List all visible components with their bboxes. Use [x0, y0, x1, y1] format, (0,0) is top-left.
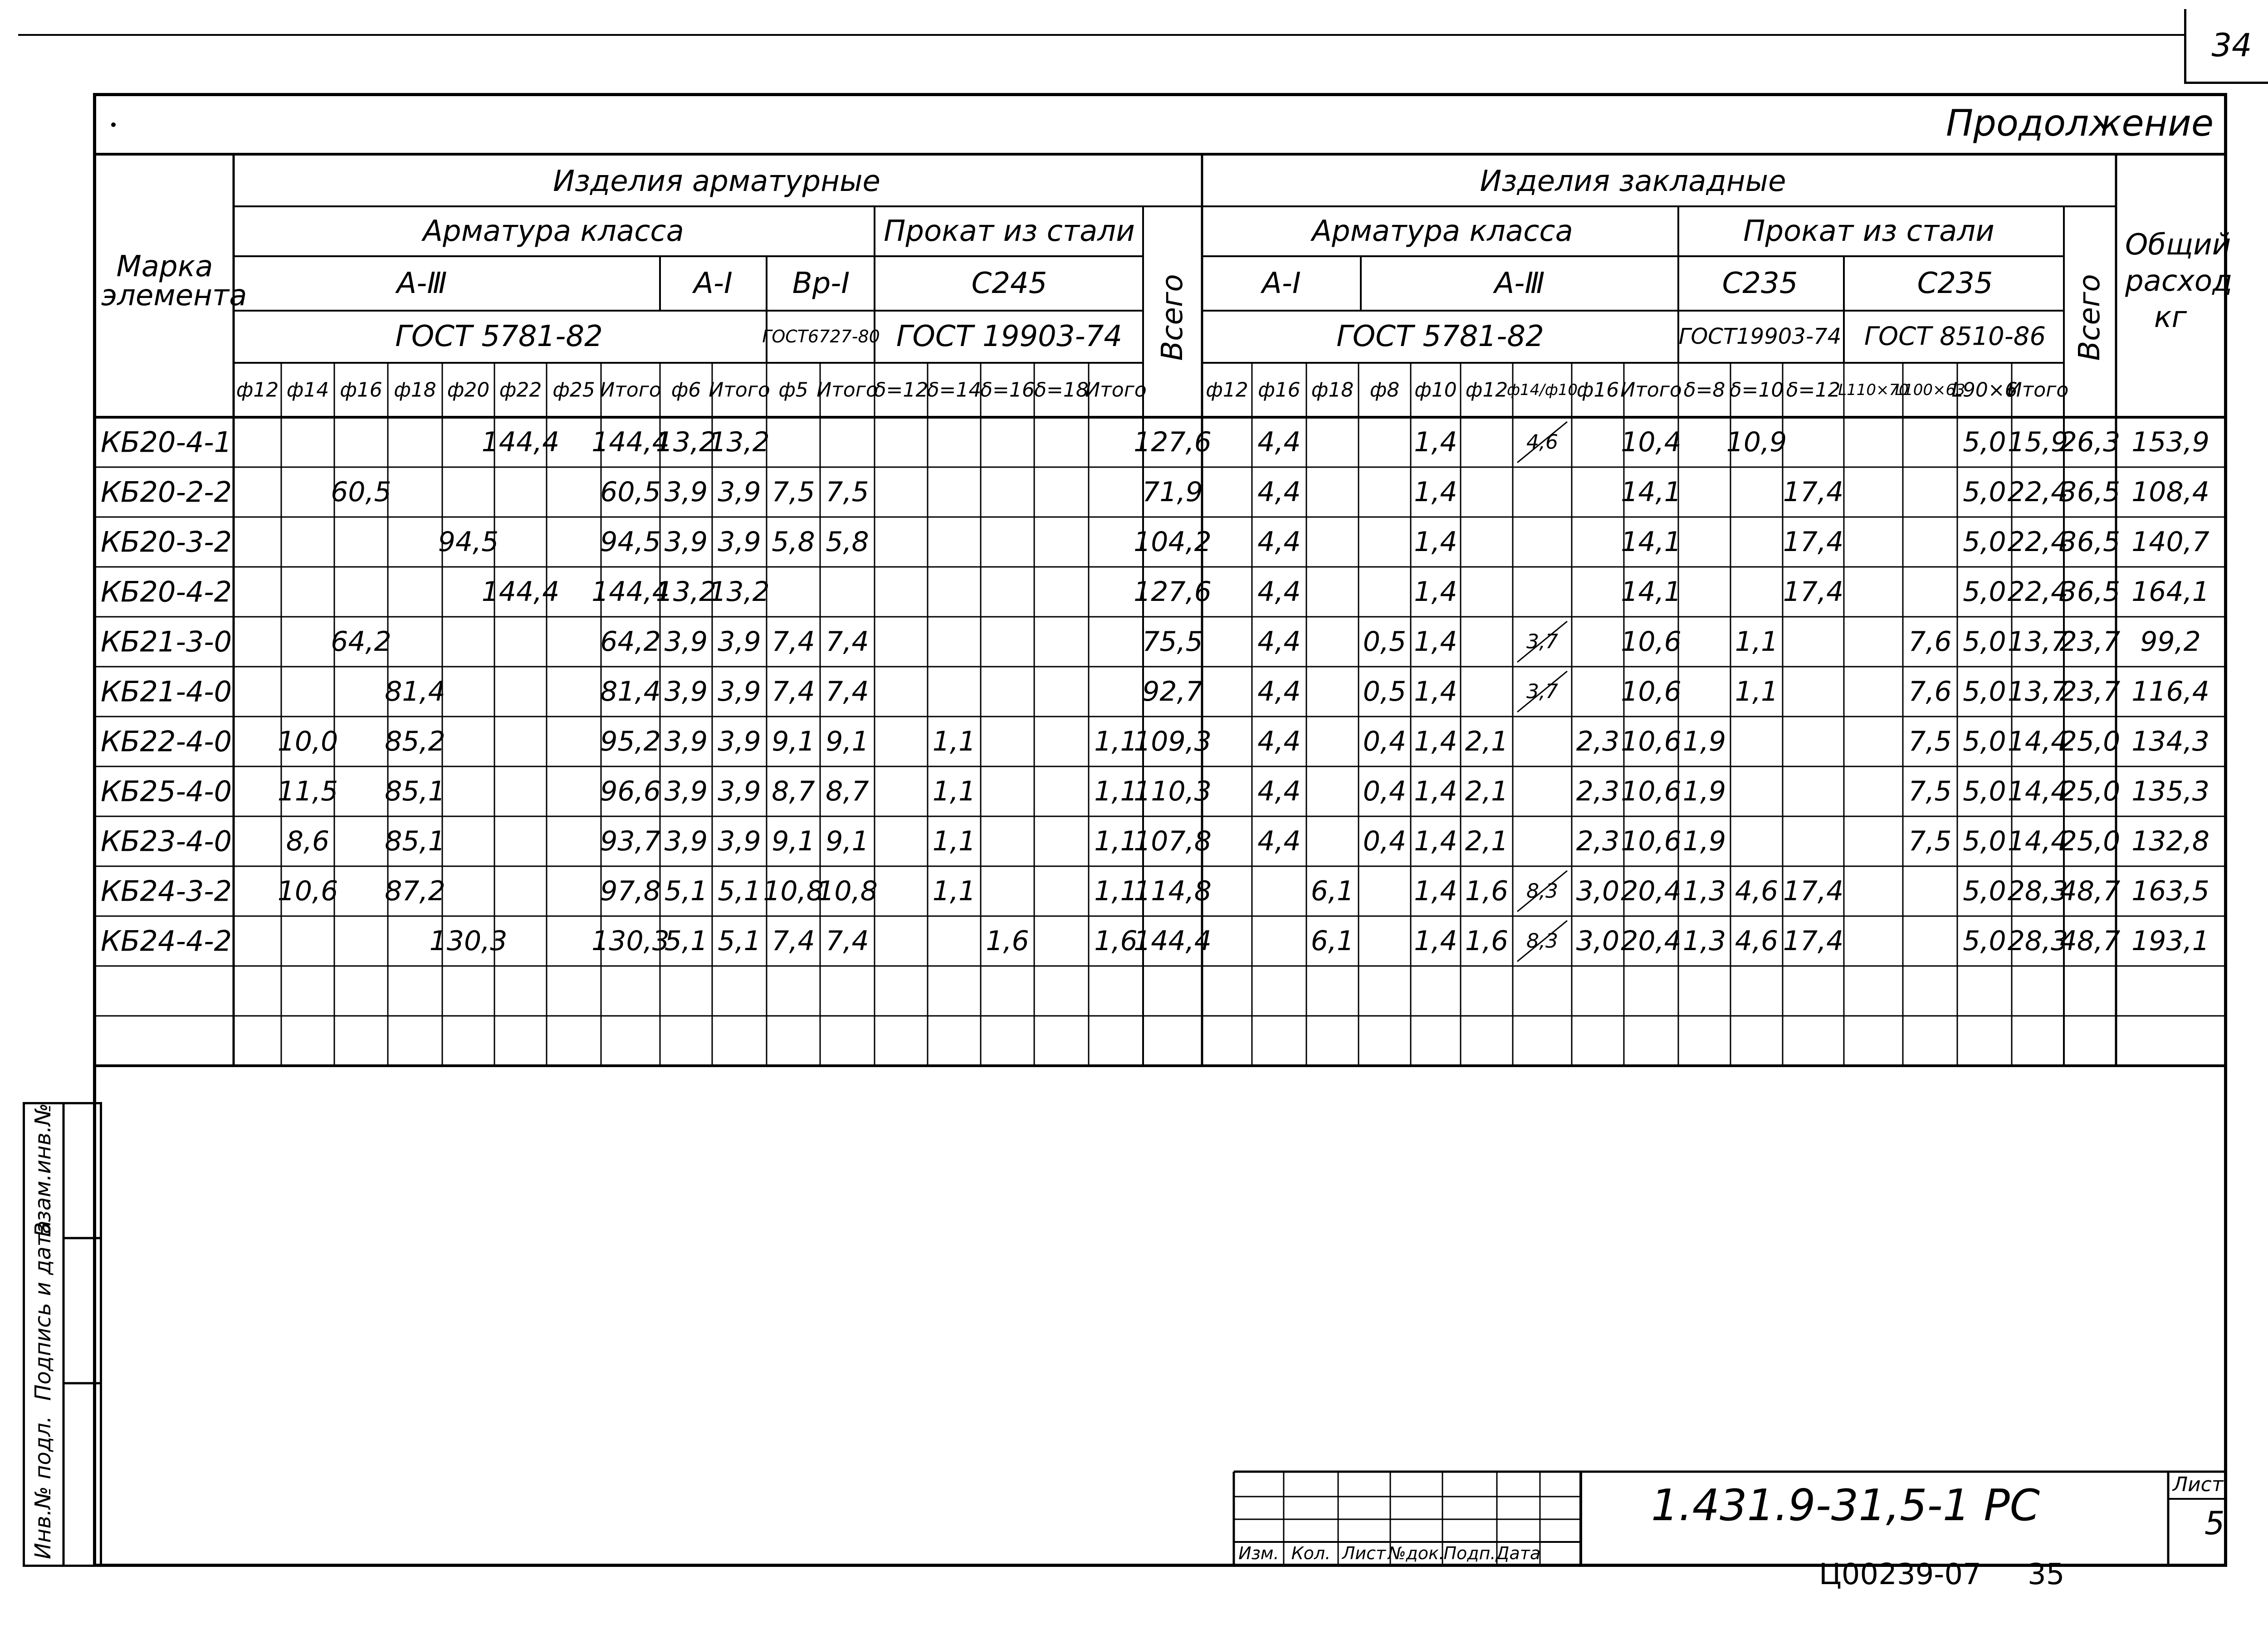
row-mark: КБ20-2-2: [101, 475, 232, 509]
table-cell: 14,4: [2007, 726, 2068, 757]
table-cell: 85,1: [385, 825, 445, 857]
subcol-header: ф18: [1311, 378, 1354, 402]
table-cell: 71,9: [1142, 476, 1203, 508]
header-total-left: Всего: [1156, 274, 1189, 361]
table-cell: 25,0: [2059, 776, 2121, 807]
table-cell: 4,4: [1257, 825, 1301, 857]
table-cell: 7,4: [826, 925, 869, 957]
table-cell: 20,4: [1621, 925, 1681, 957]
header-gost-8510: ГОСТ 8510-86: [1864, 322, 2046, 351]
subcol-header: ф10: [1414, 378, 1457, 402]
table-cell: 10,9: [1726, 426, 1787, 458]
table-cell: 4,4: [1257, 726, 1301, 757]
table-cell: 1,4: [1414, 676, 1457, 707]
continuation-label: Продолжение: [1946, 102, 2214, 144]
header-rebar-class-right: Арматура класса: [1312, 215, 1573, 248]
sheet-label: Лист: [2173, 1473, 2224, 1496]
tb-label-kol: Кол.: [1291, 1543, 1331, 1563]
header-a3-right: А-Ⅲ: [1494, 267, 1545, 300]
table-cell: 1,3: [1682, 925, 1726, 957]
table-cell: 11,5: [277, 776, 338, 807]
table-cell: 10,0: [277, 726, 338, 757]
header-rebar-class-left: Арматура класса: [423, 215, 684, 248]
header-total-right: Всего: [2073, 274, 2107, 361]
table-cell: 23,7: [2059, 676, 2121, 707]
table-cell: 10,6: [1621, 626, 1681, 658]
table-cell: 114,8: [1134, 875, 1212, 907]
table-cell: 2,3: [1576, 776, 1620, 807]
table-cell: 3,9: [718, 526, 761, 558]
table-cell: 87,2: [385, 875, 445, 907]
header-embedded-products: Изделия закладные: [1480, 165, 1786, 198]
table-cell: 1,1: [1094, 825, 1138, 857]
table-cell: 4,4: [1257, 576, 1301, 608]
table-cell: 3,9: [718, 676, 761, 707]
subcol-header: ф6: [671, 378, 701, 402]
table-cell: 0,5: [1363, 676, 1407, 707]
header-gost-5781-left: ГОСТ 5781-82: [395, 320, 603, 353]
table-cell: 1,4: [1414, 526, 1457, 558]
table-cell: 85,1: [385, 776, 445, 807]
table-cell: 28,3: [2007, 925, 2068, 957]
table-cell: 5,8: [772, 526, 815, 558]
subcol-header: Итого: [600, 378, 661, 402]
table-cell: 7,5: [1908, 726, 1952, 757]
table-cell: 7,5: [1908, 825, 1952, 857]
table-cell: 2,1: [1465, 776, 1509, 807]
table-cell: 17,4: [1783, 526, 1844, 558]
side-label-replace: Взам.инв.№: [30, 1103, 56, 1237]
table-cell: 1,6: [1465, 875, 1509, 907]
side-label-sign: Подпись и дата: [30, 1220, 56, 1401]
subcol-header: L90×6: [1951, 378, 2018, 402]
table-cell: 5,0: [1963, 576, 2006, 608]
header-mark: Марка элемента: [101, 250, 247, 312]
row-mark: КБ20-4-2: [101, 575, 232, 609]
table-cell: 36,5: [2059, 576, 2121, 608]
header-gost-5781-right: ГОСТ 5781-82: [1336, 320, 1544, 353]
table-cell: 17,4: [1783, 875, 1844, 907]
table-cell: 4,6: [1735, 875, 1779, 907]
row-mark: КБ23-4-0: [101, 824, 232, 858]
table-cell: 13,2: [655, 576, 717, 608]
table-cell: 3,9: [664, 825, 708, 857]
subcol-header: δ=12: [874, 378, 929, 402]
page-number: 34: [2184, 9, 2268, 84]
table-cell: 5,0: [1963, 825, 2006, 857]
table-cell: 164,1: [2131, 576, 2209, 608]
table-cell: 25,0: [2059, 726, 2121, 757]
table-cell: 132,8: [2131, 825, 2209, 857]
table-cell: 8,6: [286, 825, 330, 857]
subcol-header: ф12: [1206, 378, 1248, 402]
table-cell: 8,3: [1526, 929, 1558, 953]
table-cell: 127,6: [1134, 576, 1212, 608]
table-cell: 4,4: [1257, 526, 1301, 558]
subcol-header: ф22: [499, 378, 542, 402]
table-cell: 9,1: [772, 726, 815, 757]
table-cell: 7,5: [826, 476, 869, 508]
tb-label-list: Лист: [1342, 1543, 1386, 1563]
subcol-header: δ=16: [980, 378, 1035, 402]
header-gost-19903-left: ГОСТ 19903-74: [896, 320, 1123, 353]
table-cell: 14,4: [2007, 825, 2068, 857]
table-cell: 48,7: [2059, 875, 2121, 907]
table-cell: 10,6: [1621, 676, 1681, 707]
table-cell: 1,4: [1414, 476, 1457, 508]
table-cell: 0,4: [1363, 776, 1407, 807]
table-cell: 110,3: [1134, 776, 1212, 807]
table-cell: 140,7: [2131, 526, 2209, 558]
table-cell: 8,3: [1526, 879, 1558, 903]
table-cell: 13,2: [709, 426, 770, 458]
table-cell: 7,6: [1908, 676, 1952, 707]
row-mark: КБ21-4-0: [101, 675, 232, 708]
subcol-header: ф8: [1369, 378, 1400, 402]
table-cell: 75,5: [1142, 626, 1203, 658]
subcol-header: Итого: [816, 378, 878, 402]
table-cell: 1,1: [932, 875, 976, 907]
table-cell: 5,0: [1963, 676, 2006, 707]
table-cell: 28,3: [2007, 875, 2068, 907]
table-cell: 8,7: [826, 776, 869, 807]
table-cell: 5,0: [1963, 875, 2006, 907]
table-cell: 7,4: [826, 626, 869, 658]
table-cell: 10,8: [763, 875, 824, 907]
row-mark: КБ20-3-2: [101, 525, 232, 559]
header-gost-6727: ГОСТ6727-80: [762, 327, 880, 346]
table-cell: 17,4: [1783, 925, 1844, 957]
subcol-header: L110×70: [1838, 381, 1909, 399]
subcol-header: Итого: [709, 378, 770, 402]
table-cell: 1,6: [986, 925, 1029, 957]
table-cell: 4,4: [1257, 426, 1301, 458]
table-cell: 17,4: [1783, 576, 1844, 608]
archive-page: 35: [2028, 1558, 2065, 1591]
table-cell: 10,6: [277, 875, 338, 907]
table-cell: 95,2: [600, 726, 661, 757]
table-cell: 3,9: [664, 676, 708, 707]
row-mark: КБ22-4-0: [101, 725, 232, 758]
table-cell: 1,4: [1414, 626, 1457, 658]
table-cell: 9,1: [826, 825, 869, 857]
table-cell: 26,3: [2059, 426, 2121, 458]
table-cell: 5,1: [718, 875, 761, 907]
table-cell: 10,6: [1621, 776, 1681, 807]
table-cell: 144,4: [1134, 925, 1212, 957]
table-cell: 1,1: [1735, 626, 1779, 658]
table-cell: 10,6: [1621, 825, 1681, 857]
table-cell: 60,5: [600, 476, 661, 508]
table-cell: 1,9: [1682, 825, 1726, 857]
table-cell: 1,1: [1094, 875, 1138, 907]
table-cell: 1,6: [1094, 925, 1138, 957]
table-cell: 14,1: [1621, 526, 1681, 558]
table-cell: 23,7: [2059, 626, 2121, 658]
header-gost-19903-right: ГОСТ19903-74: [1678, 324, 1842, 349]
table-cell: 7,4: [772, 626, 815, 658]
table-cell: 1,9: [1682, 726, 1726, 757]
header-c235-a: С235: [1722, 267, 1798, 300]
table-cell: 92,7: [1142, 676, 1203, 707]
row-mark: КБ21-3-0: [101, 625, 232, 658]
table-cell: 7,4: [772, 925, 815, 957]
subcol-header: Итого: [2007, 378, 2069, 402]
table-cell: 99,2: [2140, 626, 2201, 658]
subcol-header: L100×63: [1895, 381, 1965, 399]
table-cell: 3,9: [718, 825, 761, 857]
subcol-header: ф18: [394, 378, 436, 402]
header-reinf-products: Изделия арматурные: [553, 165, 880, 198]
header-rolled-left: Прокат из стали: [884, 215, 1135, 248]
table-cell: 22,4: [2007, 576, 2068, 608]
table-cell: 48,7: [2059, 925, 2121, 957]
table-cell: 81,4: [385, 676, 445, 707]
table-cell: 5,1: [664, 925, 708, 957]
table-cell: 5,1: [664, 875, 708, 907]
subcol-header: ф16: [1258, 378, 1300, 402]
subcol-header: δ=8: [1683, 378, 1725, 402]
table-cell: 4,4: [1257, 676, 1301, 707]
table-cell: 6,1: [1310, 925, 1354, 957]
table-cell: 13,2: [655, 426, 717, 458]
table-cell: 13,7: [2007, 676, 2068, 707]
table-cell: 6,1: [1310, 875, 1354, 907]
row-mark: КБ25-4-0: [101, 775, 232, 808]
subcol-header: ф12: [236, 378, 279, 402]
subcol-header: ф25: [552, 378, 595, 402]
table-cell: 10,8: [817, 875, 878, 907]
table-cell: 17,4: [1783, 476, 1844, 508]
table-cell: 8,7: [772, 776, 815, 807]
table-cell: 5,0: [1963, 925, 2006, 957]
subcol-header: δ=18: [1034, 378, 1089, 402]
table-cell: 3,9: [718, 776, 761, 807]
table-cell: 3,7: [1526, 630, 1558, 654]
header-rolled-right: Прокат из стали: [1743, 215, 1994, 248]
table-cell: 3,7: [1526, 680, 1558, 703]
subcol-header: ф16: [340, 378, 382, 402]
table-cell: 0,4: [1363, 825, 1407, 857]
table-cell: 127,6: [1134, 426, 1212, 458]
table-cell: 7,5: [1908, 776, 1952, 807]
table-cell: 3,9: [718, 726, 761, 757]
side-label-inv: Инв.№ подл.: [30, 1416, 56, 1559]
table-cell: 64,2: [600, 626, 661, 658]
table-cell: 13,2: [709, 576, 770, 608]
table-cell: 5,0: [1963, 776, 2006, 807]
subcol-header: δ=14: [927, 378, 982, 402]
table-cell: 163,5: [2131, 875, 2209, 907]
table-cell: 14,1: [1621, 576, 1681, 608]
subcol-header: δ=10: [1729, 378, 1784, 402]
table-cell: 1,1: [1735, 676, 1779, 707]
table-cell: 2,1: [1465, 726, 1509, 757]
table-cell: 3,0: [1576, 925, 1620, 957]
table-cell: 5,0: [1963, 476, 2006, 508]
table-cell: 1,4: [1414, 576, 1457, 608]
table-cell: 3,9: [718, 476, 761, 508]
table-cell: 144,4: [481, 576, 560, 608]
table-cell: 22,4: [2007, 526, 2068, 558]
table-cell: 3,9: [664, 776, 708, 807]
table-cell: 144,4: [591, 576, 670, 608]
table-cell: 94,5: [438, 526, 499, 558]
table-cell: 2,3: [1576, 825, 1620, 857]
table-cell: 7,5: [772, 476, 815, 508]
table-cell: 3,9: [664, 726, 708, 757]
table-cell: 14,4: [2007, 776, 2068, 807]
table-cell: 20,4: [1621, 875, 1681, 907]
table-cell: 9,1: [772, 825, 815, 857]
table-cell: 0,4: [1363, 726, 1407, 757]
table-cell: 4,4: [1257, 776, 1301, 807]
header-c235-b: С235: [1917, 267, 1993, 300]
table-cell: 1,1: [932, 726, 976, 757]
tb-label-date: Дата: [1496, 1543, 1541, 1563]
table-cell: 1,4: [1414, 875, 1457, 907]
table-cell: 3,9: [664, 476, 708, 508]
table-cell: 1,4: [1414, 825, 1457, 857]
subcol-header: ф14: [286, 378, 329, 402]
table-cell: 1,4: [1414, 776, 1457, 807]
header-a3: А-Ⅲ: [396, 267, 447, 300]
table-cell: 3,9: [664, 526, 708, 558]
table-cell: 93,7: [600, 825, 661, 857]
table-cell: 9,1: [826, 726, 869, 757]
table-cell: 5,0: [1963, 726, 2006, 757]
table-cell: 153,9: [2131, 426, 2209, 458]
table-cell: 36,5: [2059, 476, 2121, 508]
table-cell: 15,9: [2007, 426, 2068, 458]
table-cell: 96,6: [600, 776, 661, 807]
table-cell: 130,3: [429, 925, 508, 957]
table-cell: 5,0: [1963, 426, 2006, 458]
table-cell: 64,2: [331, 626, 391, 658]
subcol-header: Итого: [1085, 378, 1147, 402]
table-cell: 3,9: [664, 626, 708, 658]
table-cell: 107,8: [1134, 825, 1212, 857]
header-bp1: Вр-Ⅰ: [792, 267, 850, 300]
table-cell: 5,1: [718, 925, 761, 957]
table-cell: 1,6: [1465, 925, 1509, 957]
table-cell: 135,3: [2131, 776, 2209, 807]
table-cell: 36,5: [2059, 526, 2121, 558]
table-cell: 2,3: [1576, 726, 1620, 757]
table-cell: 25,0: [2059, 825, 2121, 857]
table-cell: 3,9: [718, 626, 761, 658]
table-cell: 4,4: [1257, 476, 1301, 508]
table-cell: 5,0: [1963, 526, 2006, 558]
table-cell: 7,4: [826, 676, 869, 707]
table-cell: 60,5: [331, 476, 391, 508]
table-cell: 3,0: [1576, 875, 1620, 907]
table-cell: 7,6: [1908, 626, 1952, 658]
table-cell: 130,3: [591, 925, 670, 957]
table-cell: 144,4: [481, 426, 560, 458]
table-cell: 1,4: [1414, 925, 1457, 957]
table-cell: 10,4: [1621, 426, 1681, 458]
table-cell: 1,4: [1414, 726, 1457, 757]
sheet-number: 5: [2204, 1505, 2225, 1542]
tb-label-izm: Изм.: [1238, 1543, 1279, 1563]
table-cell: 22,4: [2007, 476, 2068, 508]
table-cell: 13,7: [2007, 626, 2068, 658]
table-cell: 193,1: [2131, 925, 2209, 957]
table-cell: 0,5: [1363, 626, 1407, 658]
table-cell: 1,3: [1682, 875, 1726, 907]
table-cell: 94,5: [600, 526, 661, 558]
subcol-header: ф16: [1576, 378, 1619, 402]
table-cell: 14,1: [1621, 476, 1681, 508]
table-cell: 2,1: [1465, 825, 1509, 857]
table-cell: 1,9: [1682, 776, 1726, 807]
subcol-header: δ=12: [1786, 378, 1841, 402]
table-cell: 5,8: [826, 526, 869, 558]
table-cell: 1,1: [1094, 726, 1138, 757]
table-cell: 1,1: [1094, 776, 1138, 807]
table-cell: 134,3: [2131, 726, 2209, 757]
tb-label-ndok: №док.: [1388, 1543, 1445, 1563]
row-mark: КБ20-4-1: [101, 425, 232, 459]
subcol-header: ф12: [1465, 378, 1508, 402]
table-cell: 104,2: [1134, 526, 1212, 558]
archive-stamp: Ц00239-07: [1819, 1558, 1981, 1591]
subcol-header: ф14/ф10: [1506, 381, 1578, 399]
tb-label-podp: Подп.: [1443, 1543, 1496, 1563]
table-cell: 109,3: [1134, 726, 1212, 757]
subcol-header: Итого: [1620, 378, 1682, 402]
header-a1: А-Ⅰ: [694, 267, 733, 300]
row-mark: КБ24-4-2: [101, 924, 232, 958]
subcol-header: ф20: [447, 378, 490, 402]
header-a1-right: А-Ⅰ: [1262, 267, 1301, 300]
table-cell: 108,4: [2131, 476, 2209, 508]
header-total-consumption: Общий расход кг: [2125, 228, 2233, 334]
table-cell: 81,4: [600, 676, 661, 707]
row-mark: КБ24-3-2: [101, 874, 232, 908]
table-cell: 97,8: [600, 875, 661, 907]
table-cell: 4,6: [1526, 430, 1558, 454]
table-cell: 1,1: [932, 825, 976, 857]
table-cell: 144,4: [591, 426, 670, 458]
table-cell: 5,0: [1963, 626, 2006, 658]
table-cell: 10,6: [1621, 726, 1681, 757]
table-cell: 1,4: [1414, 426, 1457, 458]
table-cell: 4,6: [1735, 925, 1779, 957]
table-cell: 85,2: [385, 726, 445, 757]
document-code: 1.431.9-31,5-1 РС: [1651, 1481, 2040, 1531]
table-cell: 116,4: [2131, 676, 2209, 707]
table-cell: 1,1: [932, 776, 976, 807]
header-c245: С245: [971, 267, 1047, 300]
table-cell: 4,4: [1257, 626, 1301, 658]
table-cell: 7,4: [772, 676, 815, 707]
subcol-header: ф5: [778, 378, 808, 402]
